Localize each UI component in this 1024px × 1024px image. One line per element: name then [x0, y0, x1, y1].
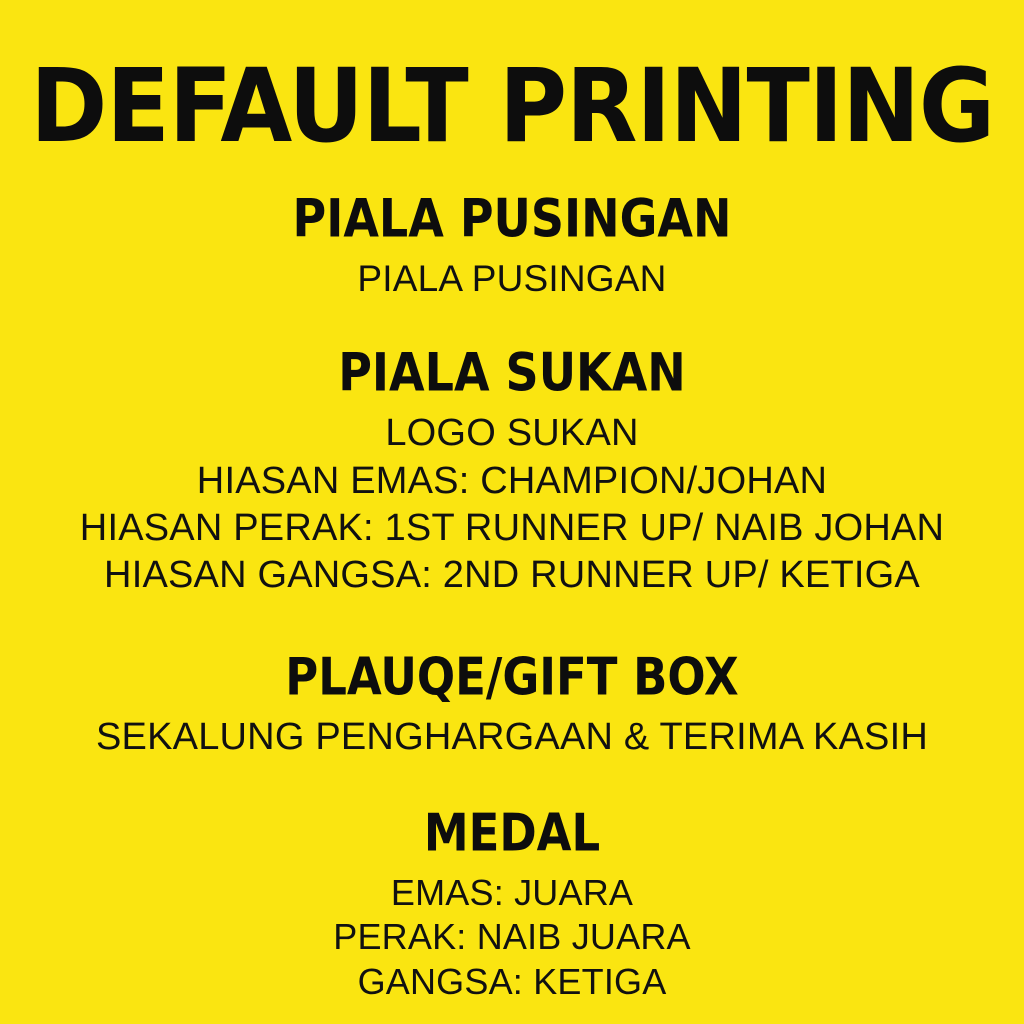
section-lines — [20, 256, 1004, 302]
section-lines — [20, 410, 1004, 598]
section-line: PIALA PUSINGAN — [357, 258, 667, 300]
page-title: DEFAULT PRINTING — [30, 47, 994, 166]
section-line: LOGO SUKAN — [385, 412, 639, 455]
section-line: SEKALUNG PENGHARGAAN & TERIMA KASIH — [96, 716, 928, 759]
section-heading: MEDAL — [423, 802, 601, 864]
section-line: PERAK: NAIB JUARA — [333, 916, 691, 958]
section-line: GANGSA: KETIGA — [357, 960, 667, 1002]
section-heading: PIALA SUKAN — [338, 341, 686, 404]
section-heading: PLAUQE/GIFT BOX — [285, 645, 739, 707]
section-lines — [20, 871, 1004, 1005]
section-medal — [20, 802, 1004, 1004]
section-line: EMAS: JUARA — [390, 871, 634, 913]
section-heading: PIALA PUSINGAN — [292, 186, 732, 250]
section-line: HIASAN PERAK: 1ST RUNNER UP/ NAIB JOHAN — [79, 506, 945, 549]
section-piala-pusingan — [20, 186, 1004, 302]
section-plauqe-gift-box — [20, 645, 1004, 761]
section-piala-sukan — [20, 341, 1004, 599]
section-line: HIASAN GANGSA: 2ND RUNNER UP/ KETIGA — [104, 553, 920, 596]
section-line: HIASAN EMAS: CHAMPION/JOHAN — [196, 459, 828, 502]
section-lines — [20, 714, 1004, 761]
